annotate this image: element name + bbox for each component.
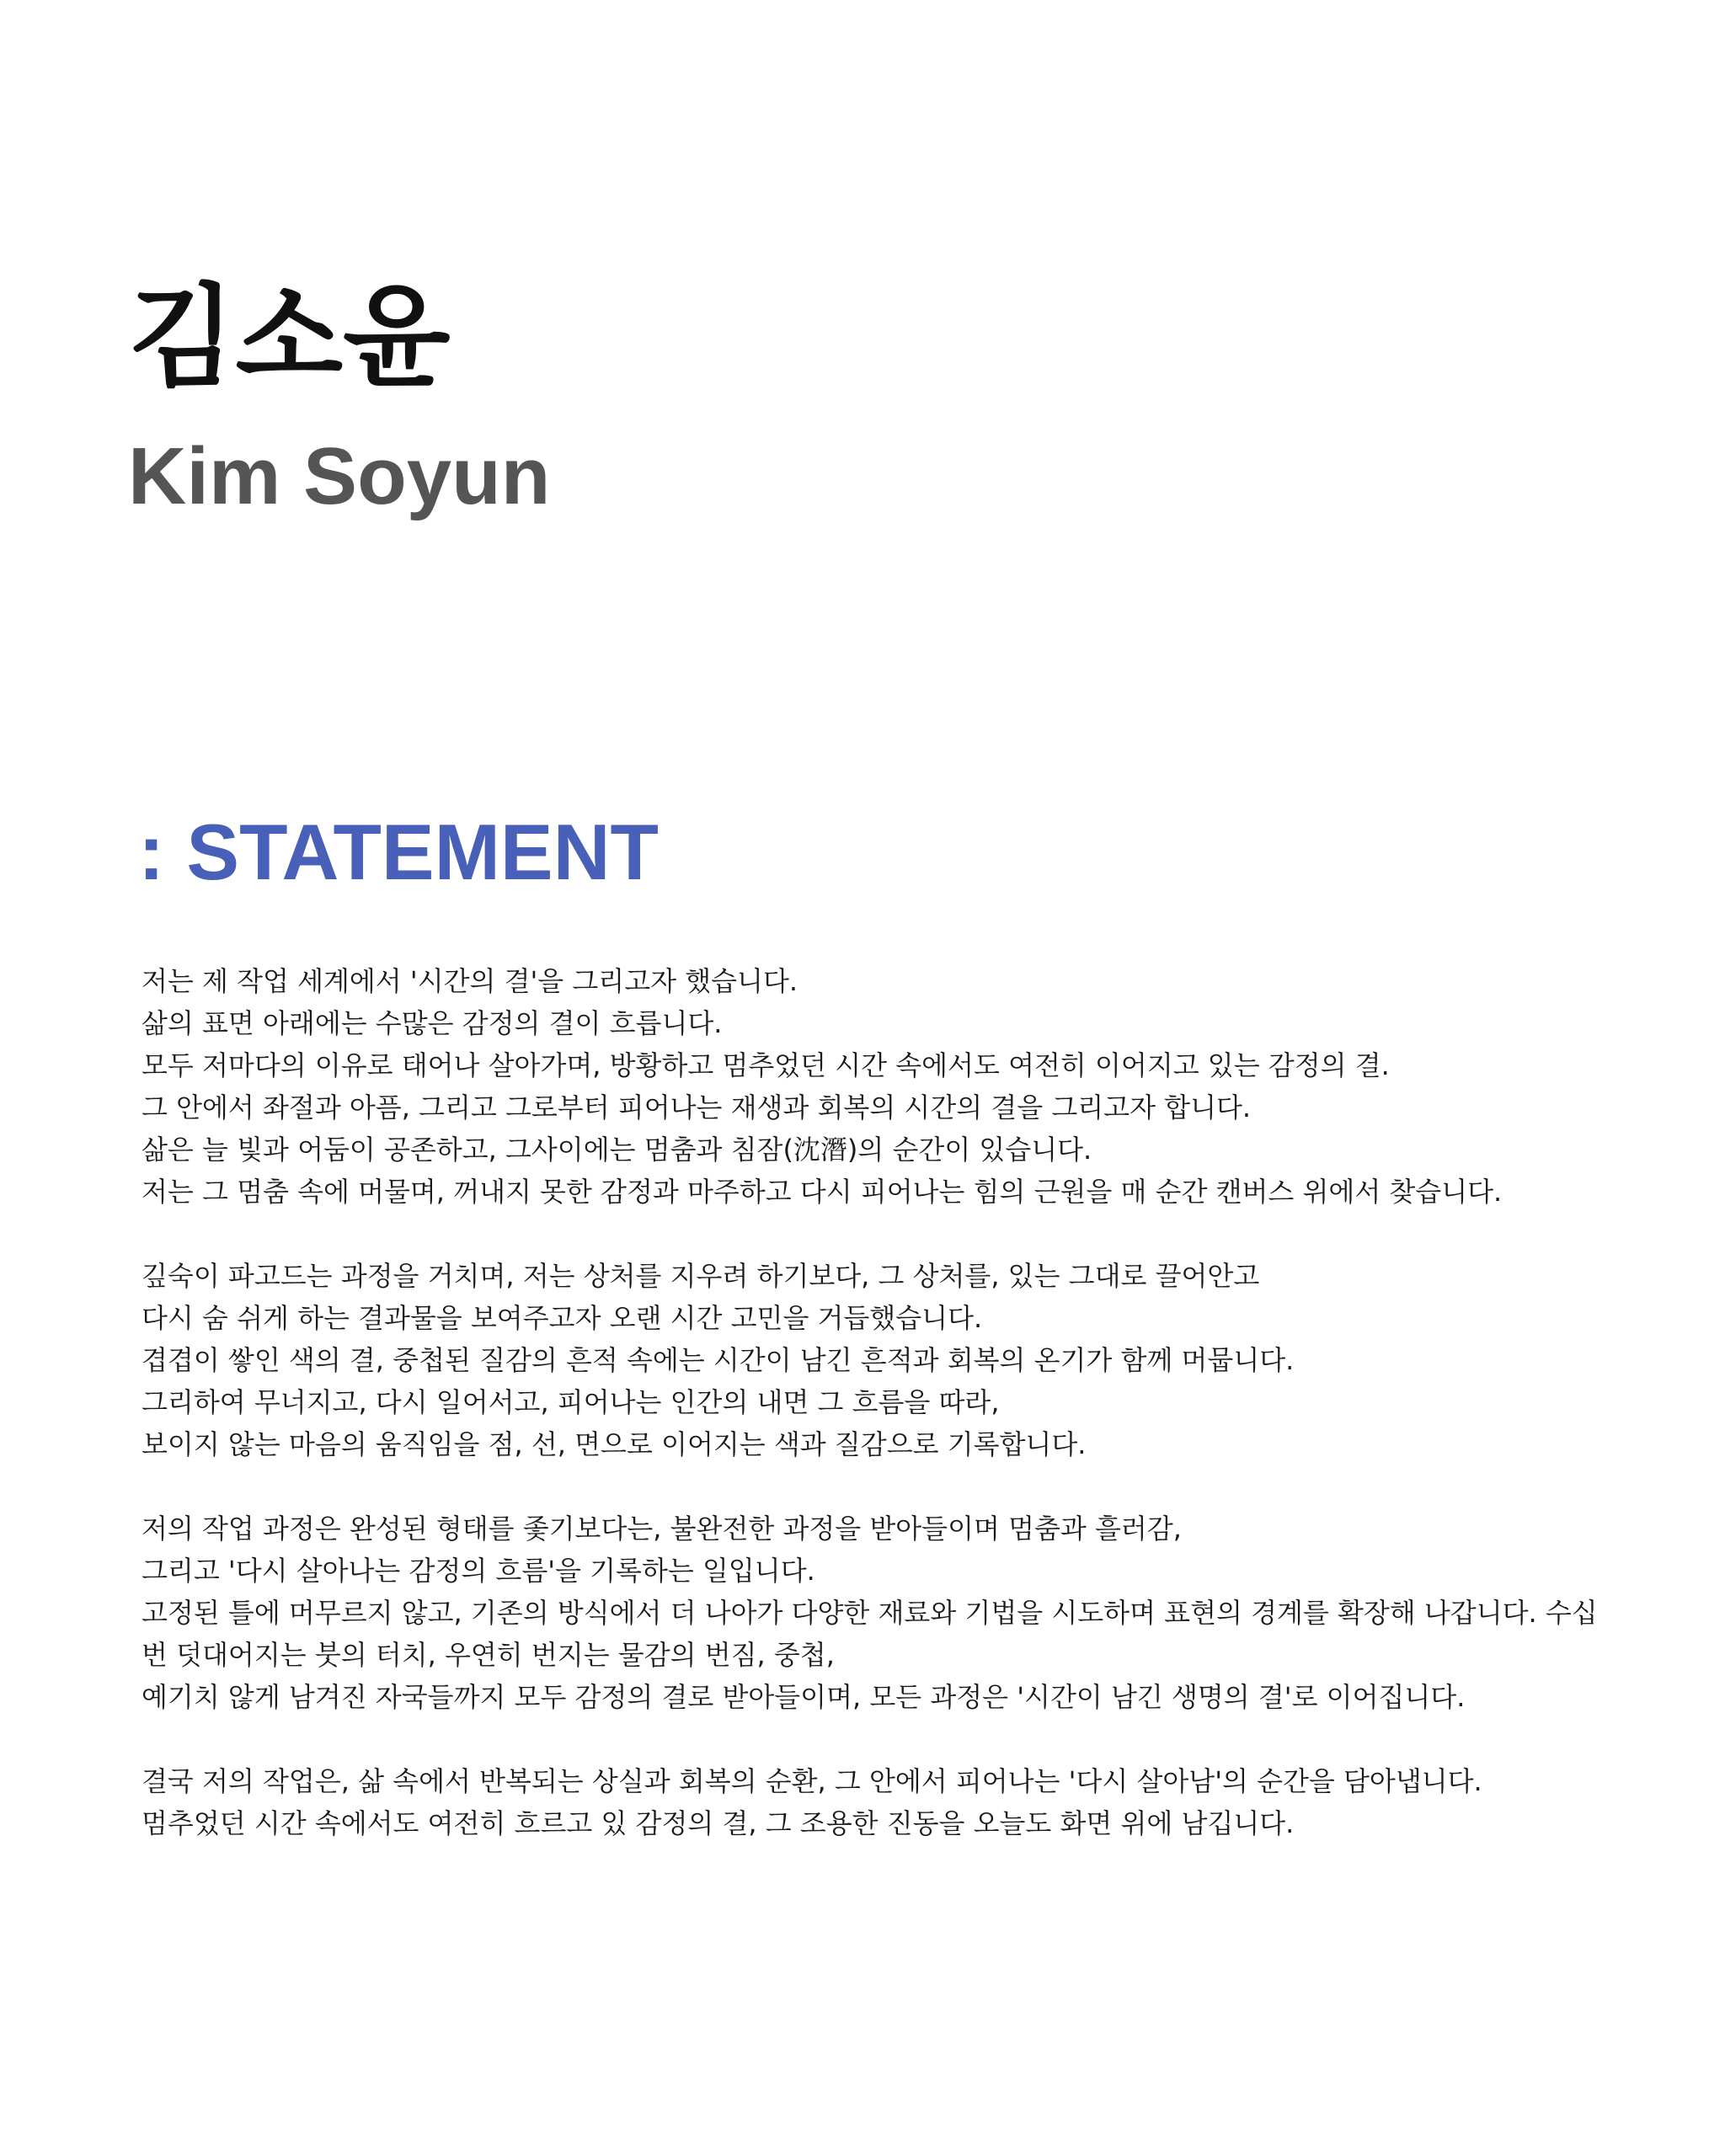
statement-line: 저는 그 멈춤 속에 머물며, 꺼내지 못한 감정과 마주하고 다시 피어나는 힘의 근원을 매 순간 캔버스 위에서 찾습니다. [142,1176,1503,1208]
statement-heading: : STATEMENT [138,808,659,896]
statement-line: 그리고 '다시 살아나는 감정의 흐름'을 기록하는 일입니다. [142,1555,815,1587]
statement-paragraph-1 [142,960,1590,1213]
statement-line: 겹겹이 쌓인 색의 결, 중첩된 질감의 흔적 속에는 시간이 남긴 흔적과 회복의 온기가 함께 머뭅니다. [142,1344,1295,1376]
statement-line: 삶의 표면 아래에는 수많은 감정의 결이 흐릅니다. [142,1007,723,1039]
statement-line: 다시 숨 쉬게 하는 결과물을 보여주고자 오랜 시간 고민을 거듭했습니다. [142,1302,983,1334]
artist-name-korean: 김소윤 [128,273,451,403]
statement-line: 그 안에서 좌절과 아픔, 그리고 그로부터 피어나는 재생과 회복의 시간의 결을 그리고자 합니다. [142,1091,1252,1123]
statement-line: 멈추었던 시간 속에서도 여전히 흐르고 있 감정의 결, 그 조용한 진동을 오늘도 화면 위에 남깁니다. [142,1807,1295,1839]
artist-name-english: Kim Soyun [128,431,551,521]
statement-line: 모두 저마다의 이유로 태어나 살아가며, 방황하고 멈추었던 시간 속에서도 여전히 이어지고 있는 감정의 결. [142,1049,1390,1081]
statement-paragraph-3 [142,1508,1598,1718]
statement-line: 고정된 틀에 머무르지 않고, 기존의 방식에서 더 나아가 다양한 재료와 기법을 시도하며 표현의 경계를 확장해 나갑니다. 수십 [142,1597,1598,1629]
statement-body [142,960,1598,1886]
statement-line: 보이지 않는 마음의 움직임을 점, 선, 면으로 이어지는 색과 질감으로 기록합니다. [142,1428,1087,1460]
statement-paragraph-4 [142,1760,1590,1844]
statement-line: 삶은 늘 빛과 어둠이 공존하고, 그사이에는 멈춤과 침잠(沈潛)의 순간이 있습니다. [142,1134,1092,1166]
statement-line: 번 덧대어지는 붓의 터치, 우연히 번지는 물감의 번짐, 중첩, [142,1639,835,1671]
statement-line: 그리하여 무너지고, 다시 일어서고, 피어나는 인간의 내면 그 흐름을 따라, [142,1386,1000,1418]
statement-line: 저의 작업 과정은 완성된 형태를 좇기보다는, 불완전한 과정을 받아들이며 멈춤과 흘러감, [142,1513,1182,1545]
statement-line: 예기치 않게 남겨진 자국들까지 모두 감정의 결로 받아들이며, 모든 과정은 '시간이 남긴 생명의 결'로 이어집니다. [142,1681,1466,1713]
statement-line: 저는 제 작업 세계에서 '시간의 결'을 그리고자 했습니다. [142,965,798,997]
statement-line: 결국 저의 작업은, 삶 속에서 반복되는 상실과 회복의 순환, 그 안에서 피어나는 '다시 살아남'의 순간을 담아냅니다. [142,1765,1482,1797]
statement-line: 깊숙이 파고드는 과정을 거치며, 저는 상처를 지우려 하기보다, 그 상처를, 있는 그대로 끌어안고 [142,1260,1260,1292]
statement-paragraph-2 [142,1255,1590,1465]
